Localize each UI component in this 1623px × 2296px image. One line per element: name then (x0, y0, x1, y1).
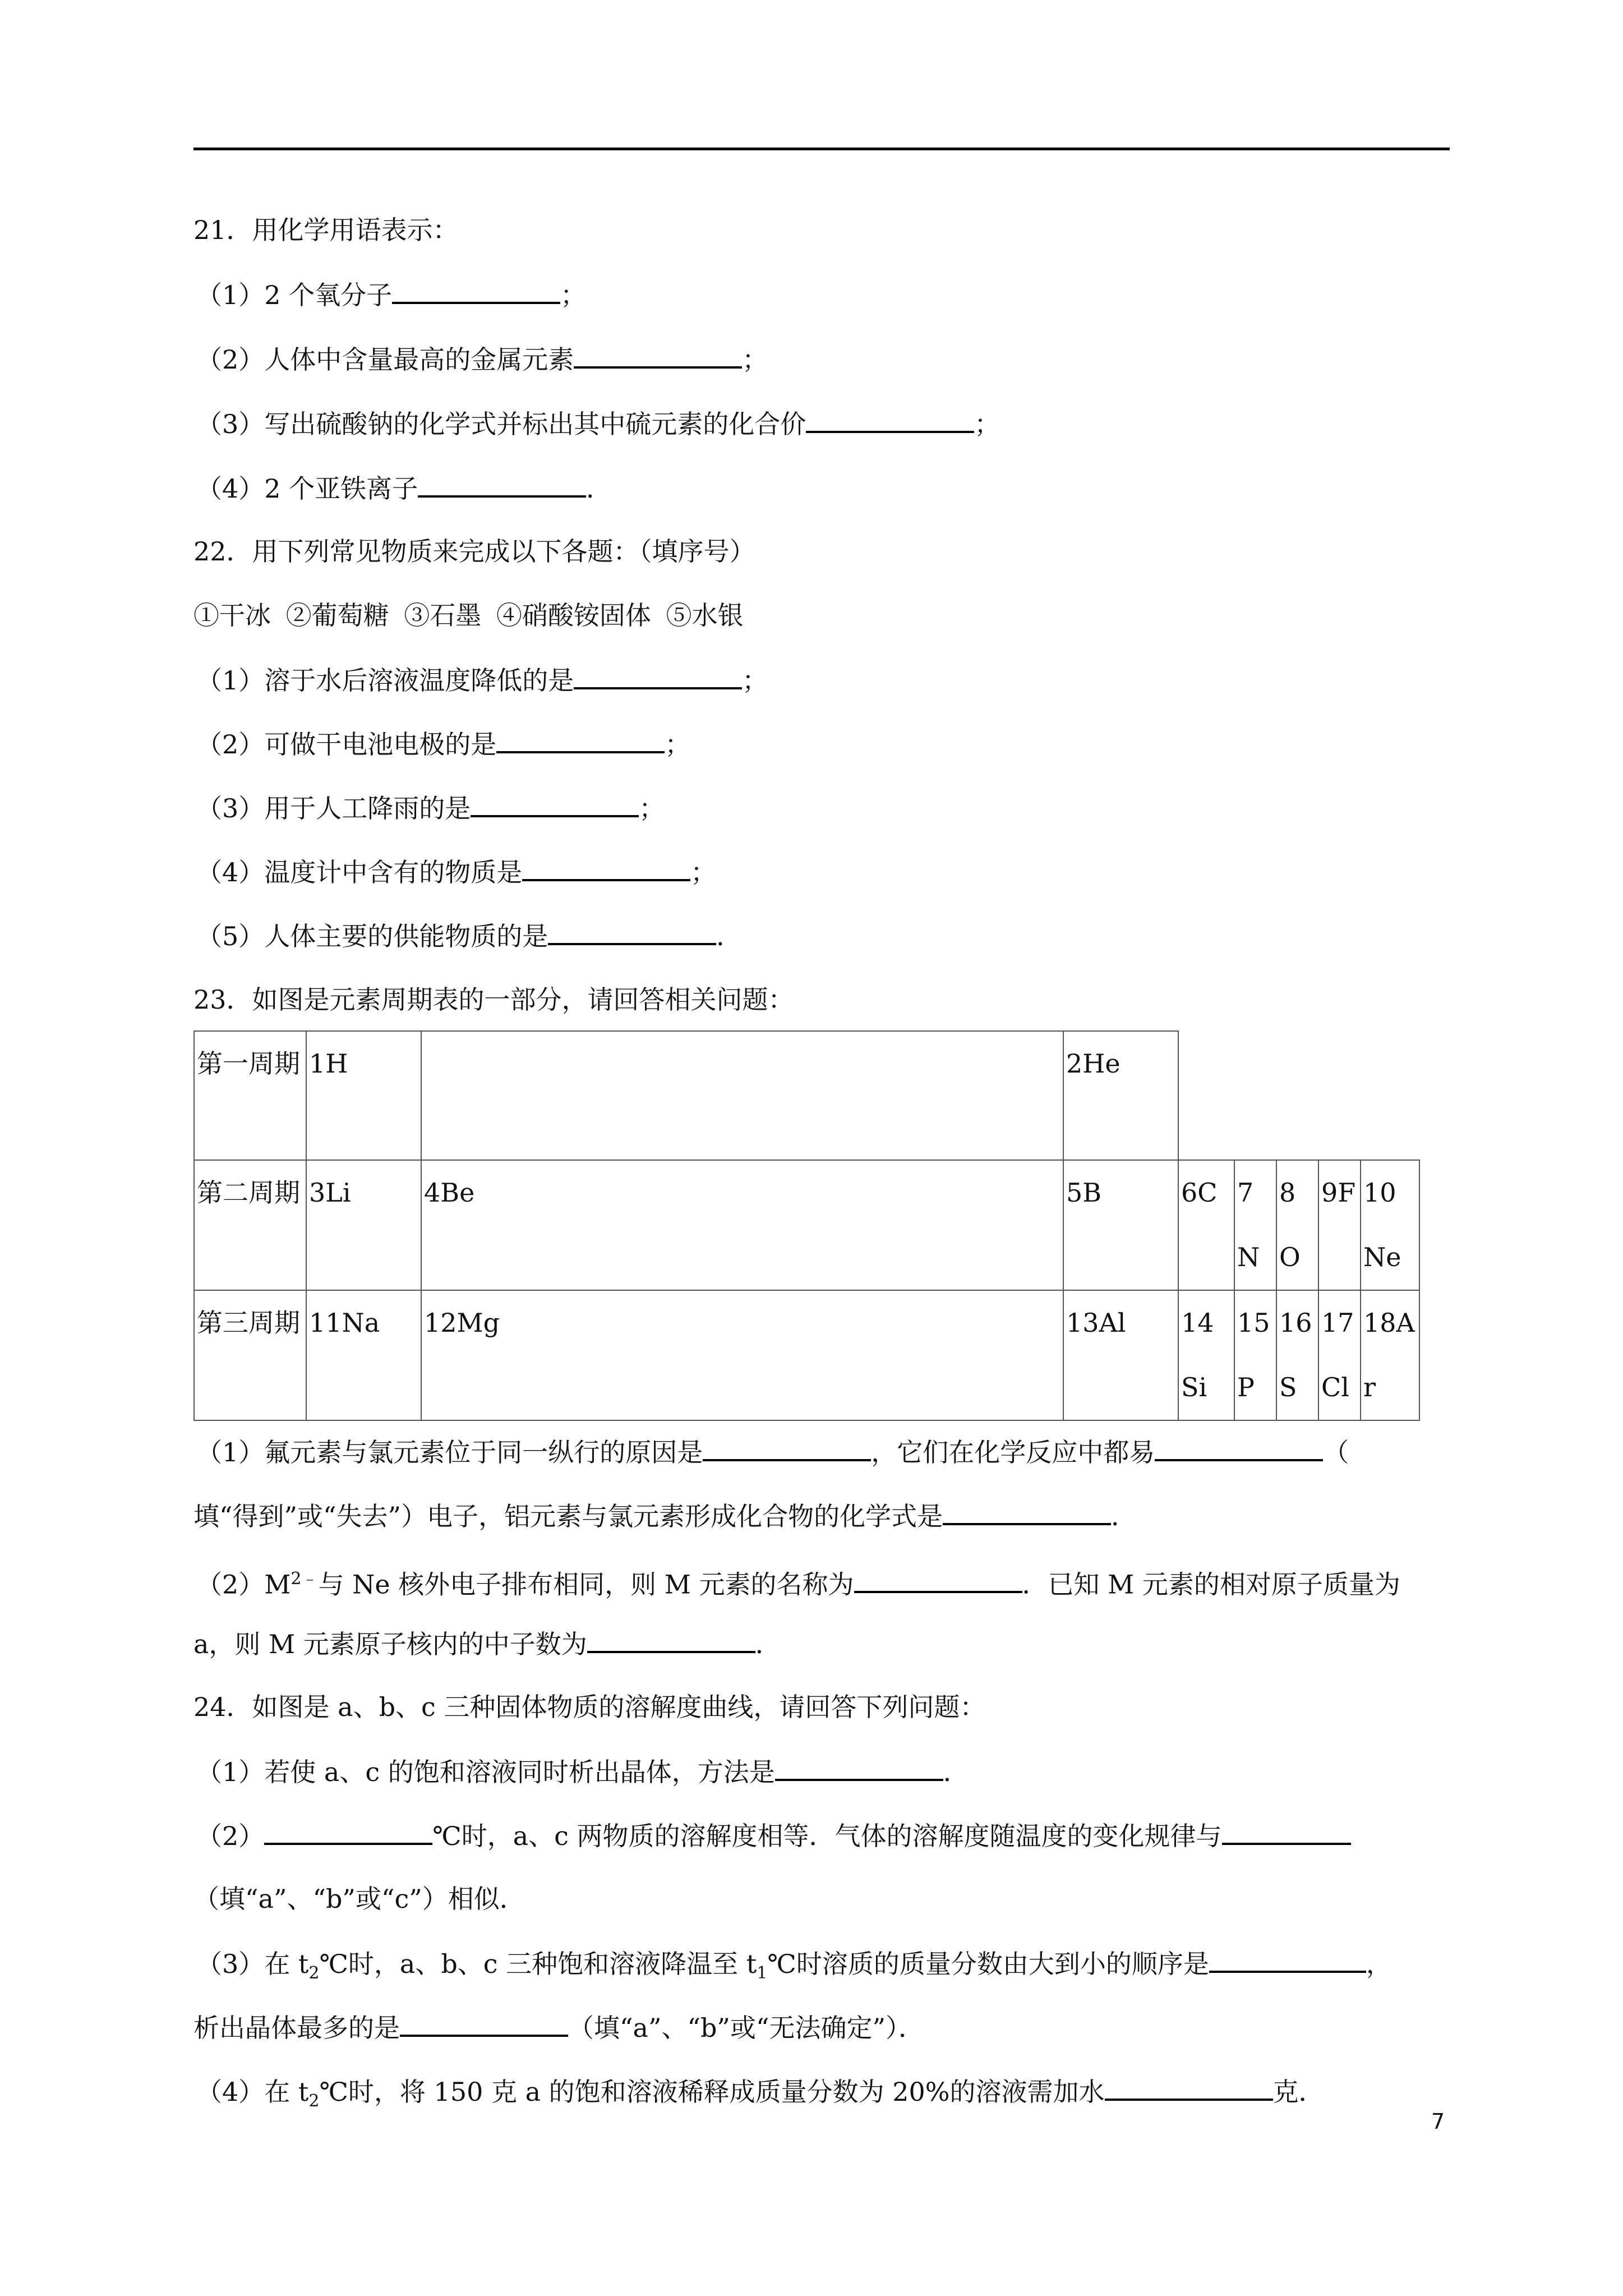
q22-item-4: （4）温度计中含有的物质是 ； (196, 854, 716, 889)
answer-blank[interactable] (400, 2010, 568, 2037)
element-cell: 9F (1318, 1160, 1361, 1290)
answer-blank[interactable] (471, 790, 639, 817)
element-cell: 2He (1063, 1031, 1178, 1160)
period-row-2 (194, 1160, 1419, 1290)
q23-part-1-line-1: （1）氟元素与氯元素位于同一纵行的原因是 ，它们在化学反应中都易 （ (196, 1434, 1349, 1469)
answer-blank[interactable] (703, 1434, 871, 1461)
answer-blank[interactable] (854, 1566, 1022, 1593)
element-cell: 6C (1178, 1160, 1234, 1290)
q24-part-2-line-2: （填“a”、“b”或“c”）相似． (193, 1884, 525, 1914)
periodic-table (193, 1030, 1420, 1421)
q22-item-3: （3）用于人工降雨的是 ； (196, 790, 665, 825)
q24-title: 24．如图是 a、b、c 三种固体物质的溶解度曲线，请回答下列问题： (193, 1692, 986, 1722)
period-row-1 (194, 1031, 1419, 1160)
answer-blank[interactable] (418, 471, 586, 498)
answer-blank[interactable] (1105, 2074, 1273, 2101)
element-cell: 10Ne (1361, 1160, 1419, 1290)
q22-item-2: （2）可做干电池电极的是 ； (196, 726, 690, 761)
q22-item-1: （1）溶于水后溶液温度降低的是 ； (196, 662, 768, 697)
q21-item-2: （2）人体中含量最高的金属元素 ； (196, 342, 768, 376)
answer-blank[interactable] (1155, 1434, 1323, 1461)
q22-title: 22．用下列常见物质来完成以下各题：（填序号） (193, 536, 755, 567)
answer-blank[interactable] (548, 918, 716, 945)
element-cell: 16S (1276, 1290, 1318, 1420)
q24-part-2-line-1: （2） ℃时，a、c 两物质的溶解度相等．气体的溶解度随温度的变化规律与 (196, 1818, 1351, 1853)
period-label: 第二周期 (194, 1160, 306, 1290)
element-cell: 17Cl (1318, 1290, 1361, 1420)
period-label: 第一周期 (194, 1031, 306, 1160)
q21-title: 21．用化学用语表示： (193, 215, 459, 245)
element-cell: 1H (306, 1031, 421, 1160)
q21-item-3: （3）写出硫酸钠的化学式并标出其中硫元素的化合价 ； (196, 406, 1000, 441)
period-row-3 (194, 1290, 1419, 1420)
element-cell: 14Si (1178, 1290, 1234, 1420)
answer-blank[interactable] (775, 1754, 943, 1781)
answer-blank[interactable] (392, 277, 560, 304)
q23-part-2-line-1: $(2)M^{2﹣}$与 Ne 核外电子排布相同，则 M 元素的名称为 ．已知 M 元素的相对原子质量为 (196, 1562, 1400, 1601)
q21-item-4: （4）2 个亚铁离子 ． (196, 471, 612, 505)
answer-blank[interactable] (1209, 1946, 1366, 1973)
q23-part-1-line-2: 填“得到”或“失去”）电子，铝元素与氯元素形成化合物的化学式是 ． (193, 1498, 1137, 1533)
answer-blank[interactable] (943, 1498, 1111, 1525)
q23-title: 23．如图是元素周期表的一部分，请回答相关问题： (193, 984, 794, 1015)
answer-blank[interactable] (264, 1818, 432, 1845)
answer-blank[interactable] (574, 662, 742, 689)
empty-cell (421, 1031, 1063, 1160)
q23-part-2-line-2: a，则 M 元素原子核内的中子数为 ． (193, 1626, 781, 1661)
period-label: 第三周期 (194, 1290, 306, 1420)
element-cell: 7N (1234, 1160, 1276, 1290)
q24-part-1: （1）若使 a、c 的饱和溶液同时析出晶体，方法是 ． (196, 1754, 969, 1789)
element-cell: 15P (1234, 1290, 1276, 1420)
element-cell: 3Li (306, 1160, 421, 1290)
q24-part-3-line-2: 析出晶体最多的是 （填“a”、“b”或“无法确定”）． (193, 2010, 924, 2045)
q22-options: ①干冰 ②葡萄糖 ③石墨 ④硝酸铵固体 ⑤水银 (193, 600, 744, 631)
page-number: 7 (1431, 2109, 1445, 2134)
answer-blank[interactable] (522, 854, 690, 881)
q22-item-5: （5）人体主要的供能物质的是 ． (196, 918, 742, 953)
empty-cell (1178, 1031, 1419, 1160)
element-cell: 4Be (421, 1160, 1063, 1290)
element-cell: 5B (1063, 1160, 1178, 1290)
answer-blank[interactable] (1222, 1818, 1351, 1845)
answer-blank[interactable] (587, 1626, 755, 1653)
q24-part-4: （4）在 $t_2℃$时，将 150 克 a 的饱和溶液稀释成质量分数为 20%的溶液需加水 克． (196, 2074, 1325, 2118)
element-cell: 18Ar (1361, 1290, 1419, 1420)
element-cell: 12Mg (421, 1290, 1063, 1420)
element-cell: 8O (1276, 1160, 1318, 1290)
element-cell: 11Na (306, 1290, 421, 1420)
header-rule (193, 148, 1450, 150)
answer-blank[interactable] (806, 406, 974, 433)
q21-item-1: （1）2 个氧分子 ； (196, 277, 586, 312)
answer-blank[interactable] (574, 342, 742, 369)
q24-part-3-line-1: （3）在 $t_2℃$时，a、b、c 三种饱和溶液降温至 $t_1℃$时溶质的质量分数由大到小的顺序是 ， (196, 1946, 1392, 1990)
element-cell: 13Al (1063, 1290, 1178, 1420)
answer-blank[interactable] (496, 726, 665, 753)
